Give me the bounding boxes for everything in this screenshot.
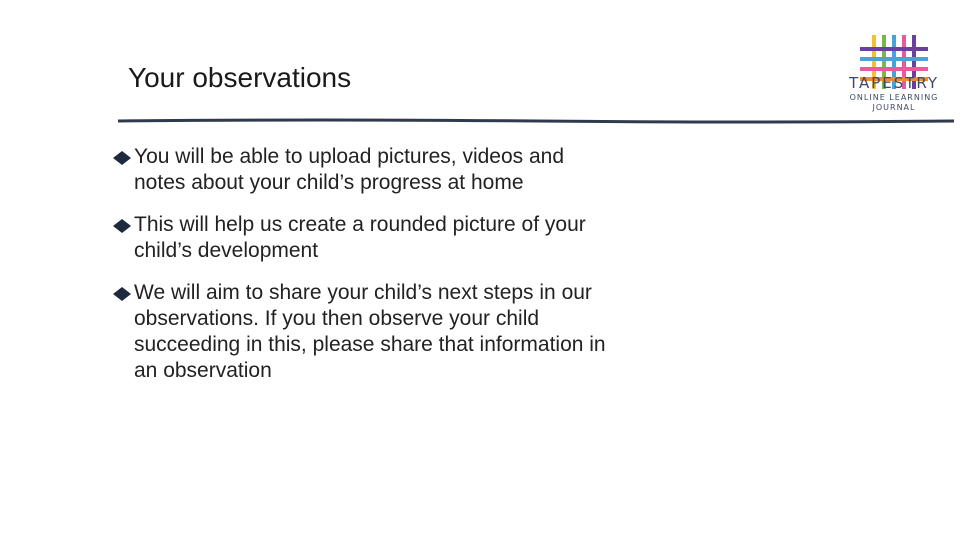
bullet-list (112, 144, 612, 400)
bullet-item (112, 212, 612, 264)
bullet-text: We will aim to share your child’s next steps in our observations. If you then observe your child succeeding in this, please share that information in an observation (134, 281, 606, 382)
diamond-bullet-icon (112, 218, 132, 234)
logo-subtitle-line-2: JOURNAL (872, 103, 916, 112)
logo-subtitle (846, 93, 942, 113)
diamond-bullet-icon (112, 150, 132, 166)
title-divider (118, 118, 954, 124)
bullet-text: You will be able to upload pictures, videos and notes about your child’s progress at home (134, 145, 565, 194)
logo-wordmark: TAPESTRY (848, 74, 940, 92)
bullet-text: This will help us create a rounded picture of your child’s development (134, 213, 586, 262)
logo-subtitle-line-1: ONLINE LEARNING (849, 93, 939, 102)
bullet-item (112, 144, 612, 196)
slide-title: Your observations (128, 62, 352, 93)
bullet-item (112, 280, 612, 384)
diamond-bullet-icon (112, 286, 132, 302)
